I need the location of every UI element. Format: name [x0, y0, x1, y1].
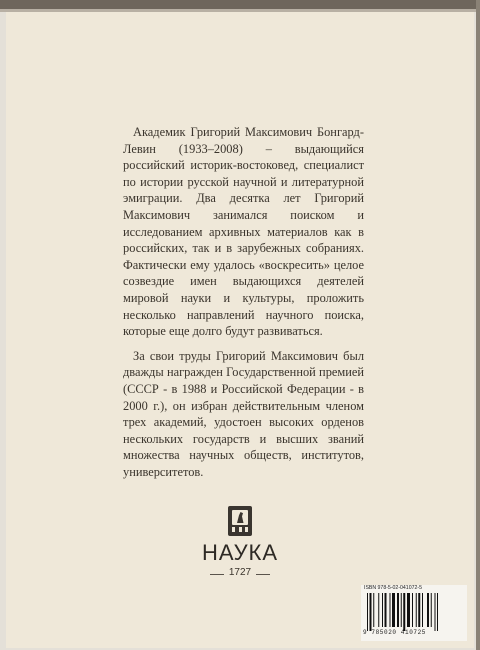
year-rule-right [256, 574, 270, 575]
barcode-digits: 9 785020 410725 [363, 629, 427, 636]
bio-paragraph-2: За свои труды Григорий Максимович был дважды награжден Государственной премией (СССР - в 1988 и Российской Федерации - в 2000 г.), он избран действительным членом трех академий, удостоен высоких орденов нескольких государств и высших званий множества научных обществ, институтов, университетов. [123, 348, 364, 479]
isbn-label: ISBN 978-5-02-041072-5 [364, 585, 422, 591]
scan-right-border [476, 0, 480, 650]
author-bio [123, 124, 364, 480]
isbn-barcode [361, 585, 467, 641]
bio-paragraph-1: Академик Григорий Максимович Бонгард-Левин (1933–2008) – выдающийся российский историк-востоковед, специалист по истории русской научной и литературной эмиграции. Два десятка лет Григорий Максимович занимался поиском и исследованием архивных материалов как в российских, так и в зарубежных собраниях. Фактически ему удалось «воскресить» целое созвездие имен выдающихся деятелей мировой науки и культуры, проложить несколько направлений научного поиска, которые еще долго будут развиваться. [123, 125, 364, 339]
publisher-year-line [210, 567, 270, 581]
barcode-bars [367, 593, 461, 631]
publisher-name: НАУКА [201, 540, 279, 565]
publisher-year: 1727 [228, 567, 252, 578]
scan-top-border [0, 0, 480, 9]
nauka-logo-icon [228, 506, 252, 536]
